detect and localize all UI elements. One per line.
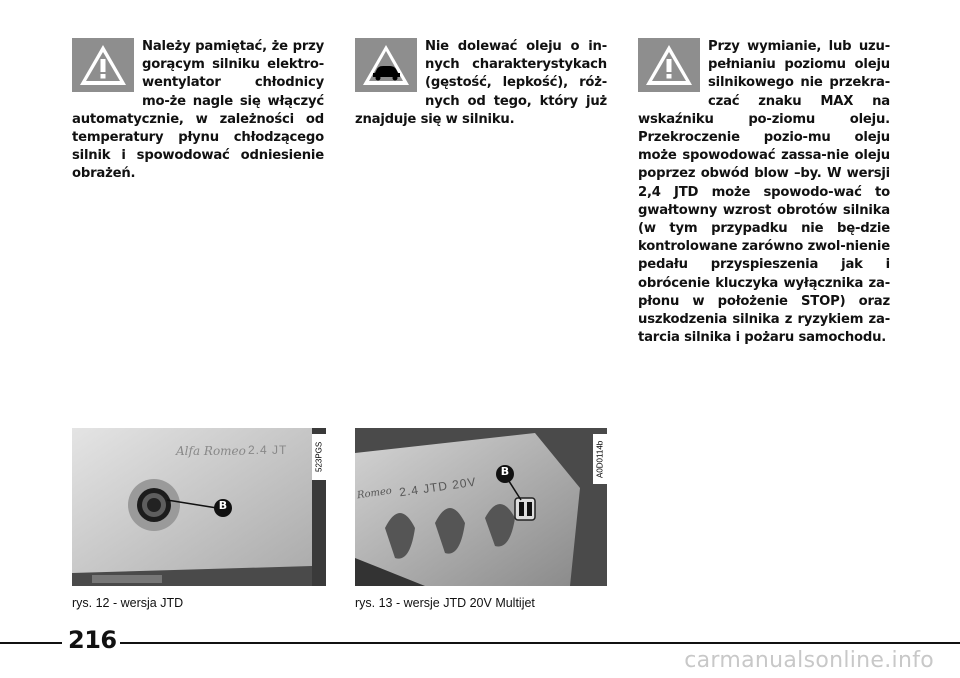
warning-column-2 [355,38,607,129]
engine-photo-jtd-20v [355,428,607,586]
marker-b: B [218,499,228,512]
marker-b: B [500,465,510,478]
brand-script-label: Romeo [356,485,393,502]
warning-column-1 [72,38,324,184]
oil-car-warning-icon [355,38,417,92]
figure-code: 523PGS [312,434,326,480]
warning-column-3 [638,38,890,347]
footer-rule [120,642,960,644]
warning-triangle-icon [638,38,700,92]
warning-text-2: Nie dolewać oleju o in-nych charakterystykach (gęstość, lepkość), róż-nych od tego, który już znajduje się w silniku. [355,39,607,127]
engine-photo-jtd [72,428,326,586]
figure-code: A0D0114b [593,434,607,484]
figure-caption-13: rys. 13 - wersje JTD 20V Multijet [355,596,535,610]
engine-label: 2.4 JT [248,443,288,457]
watermark: carmanualsonline.info [684,648,934,673]
figure-caption-12: rys. 12 - wersja JTD [72,596,184,610]
engine-label: 2.4 JTD 20V [398,474,478,500]
footer-rule-left [0,642,62,644]
page-number: 216 [68,626,117,654]
brand-script-label: Alfa Romeo [176,444,246,458]
warning-triangle-icon [72,38,134,92]
warning-text-1: Należy pamiętać, że przy gorącym silniku elektro-wentylator chłodnicy mo-że nagle się włączyć automatycznie, w zależności od temperatury płynu chłodzącego silnik i spowodować odniesienie obrażeń. [72,39,324,182]
warning-text-3: Przy wymianie, lub uzu-pełnianiu poziomu oleju silnikowego nie przekra-czać znaku MAX na wskaźniku po-ziomu oleju. Przekroczenie pozio-mu oleju może spowodować zassa-nie oleju poprzez obwód blow –by. W wersji 2,4 JTD może spowodo-wać to gwałtowny wzrost obrotów silnika (w tym przypadku nie bę-dzie kontrolowane zarówno zwol-nienie pedału przyspieszenia jak i obrócenie kluczyka wyłącznika za-płonu w położenie STOP) oraz uszkodzenia silnika z ryzykiem za-tarcia silnika i pożaru samochodu. [638,39,890,346]
